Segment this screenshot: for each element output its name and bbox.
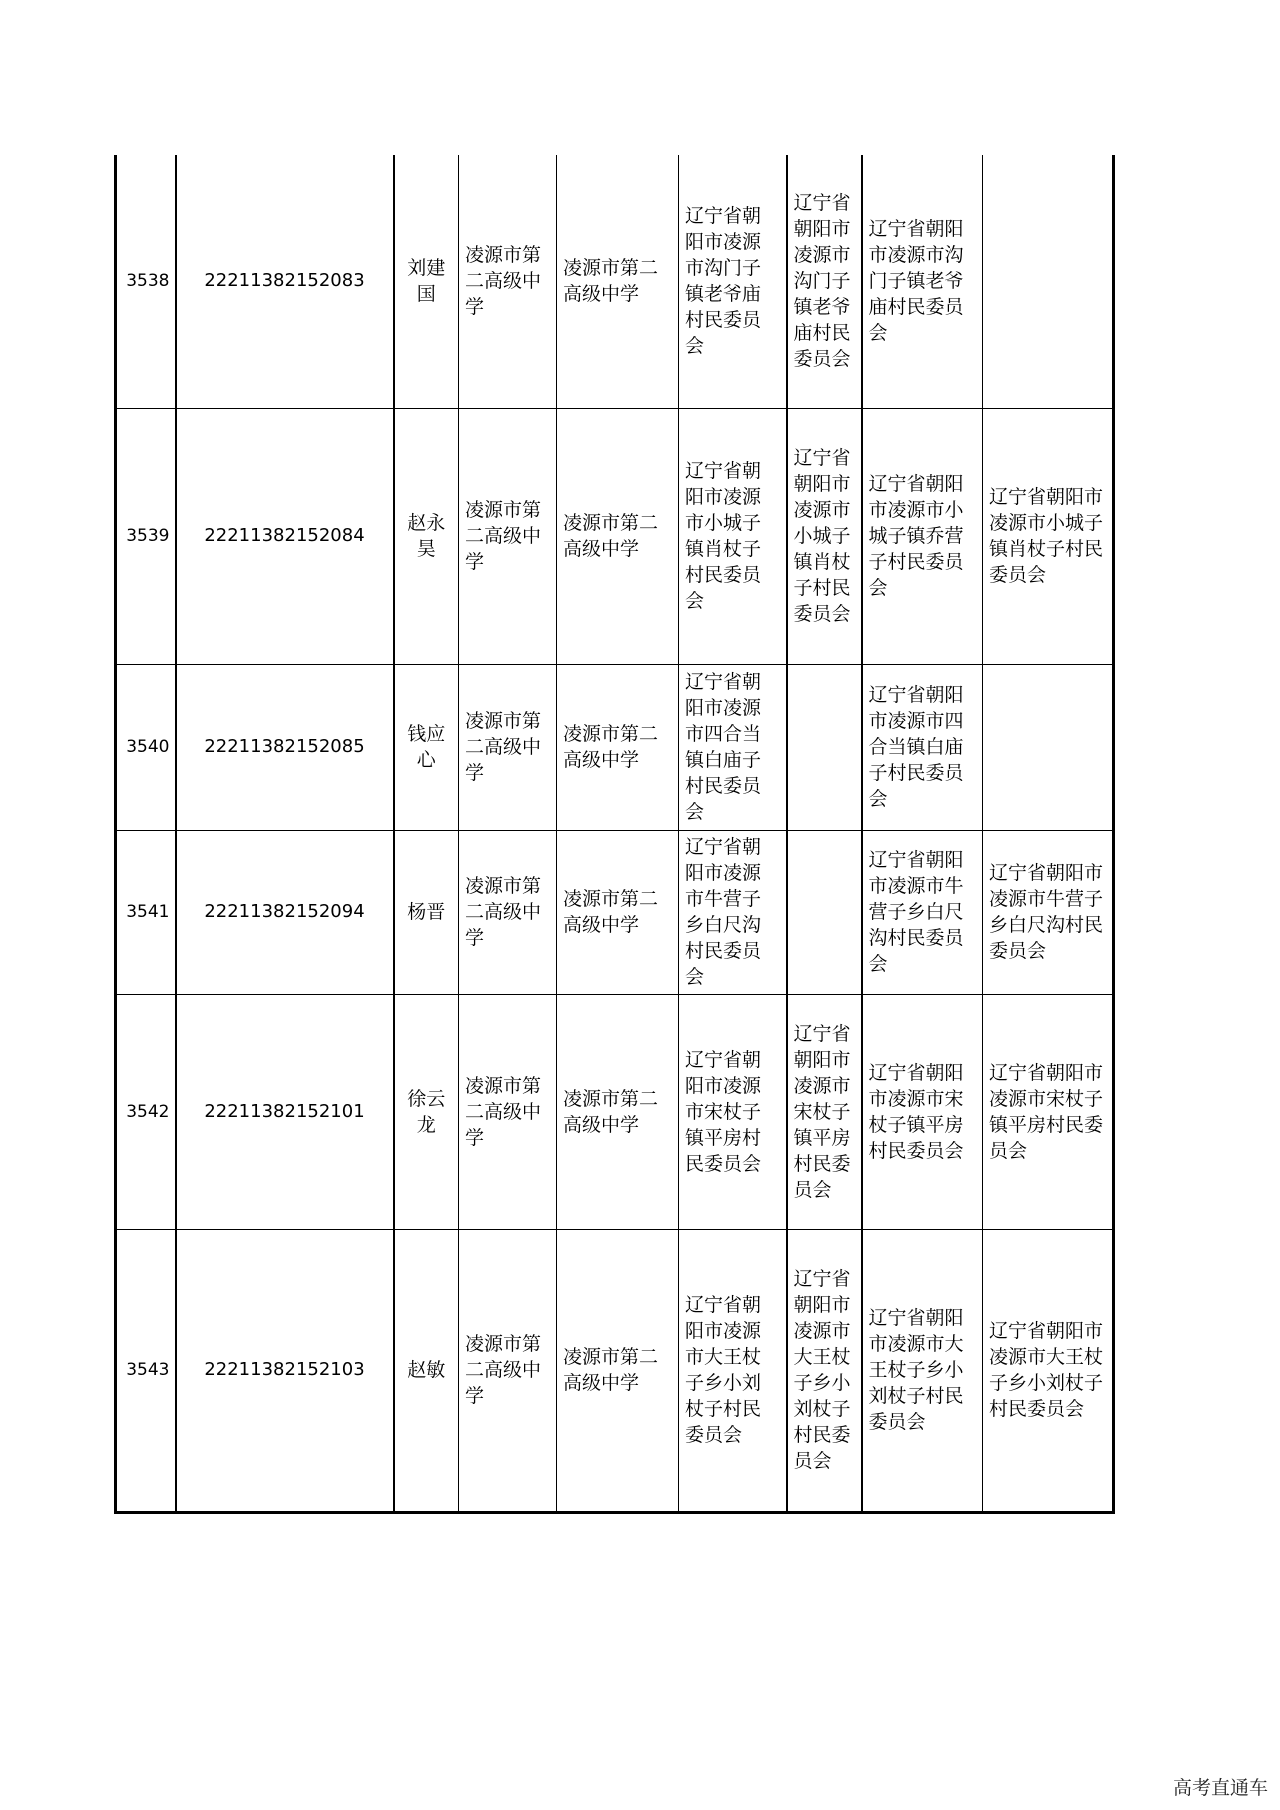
school-cell: 凌源市第二高级中学	[459, 155, 557, 408]
address1-cell: 辽宁省朝阳市凌源市沟门子镇老爷庙村民委员会	[679, 155, 787, 408]
school2-cell: 凌源市第二高级中学	[557, 664, 679, 830]
address3-cell: 辽宁省朝阳市凌源市大王杖子乡小刘杖子村民委员会	[862, 1229, 983, 1512]
address4-cell: 辽宁省朝阳市凌源市牛营子乡白尺沟村民委员会	[983, 830, 1114, 994]
name-cell: 赵永昊	[394, 408, 459, 664]
address1-cell: 辽宁省朝阳市凌源市宋杖子镇平房村民委员会	[679, 994, 787, 1229]
seq-cell: 3541	[116, 830, 176, 994]
name-cell: 钱应心	[394, 664, 459, 830]
address1-cell: 辽宁省朝阳市凌源市大王杖子乡小刘杖子村民委员会	[679, 1229, 787, 1512]
school-cell: 凌源市第二高级中学	[459, 1229, 557, 1512]
school-cell: 凌源市第二高级中学	[459, 994, 557, 1229]
school-cell: 凌源市第二高级中学	[459, 408, 557, 664]
school2-cell: 凌源市第二高级中学	[557, 994, 679, 1229]
id-cell: 22211382152103	[176, 1229, 394, 1512]
school-cell: 凌源市第二高级中学	[459, 664, 557, 830]
address4-cell	[983, 155, 1114, 408]
name-cell: 杨晋	[394, 830, 459, 994]
table-row	[116, 408, 1114, 664]
seq-cell: 3542	[116, 994, 176, 1229]
address4-cell	[983, 664, 1114, 830]
id-cell: 22211382152094	[176, 830, 394, 994]
watermark-text: 高考直通车	[1172, 1777, 1268, 1799]
id-cell: 22211382152083	[176, 155, 394, 408]
name-cell: 赵敏	[394, 1229, 459, 1512]
school2-cell: 凌源市第二高级中学	[557, 408, 679, 664]
address2-cell: 辽宁省朝阳市凌源市小城子镇肖杖子村民委员会	[787, 408, 862, 664]
id-cell: 22211382152084	[176, 408, 394, 664]
address2-cell	[787, 664, 862, 830]
seq-cell: 3543	[116, 1229, 176, 1512]
id-cell: 22211382152101	[176, 994, 394, 1229]
school2-cell: 凌源市第二高级中学	[557, 830, 679, 994]
table-row	[116, 830, 1114, 994]
name-cell: 徐云龙	[394, 994, 459, 1229]
address4-cell: 辽宁省朝阳市凌源市宋杖子镇平房村民委员会	[983, 994, 1114, 1229]
address2-cell	[787, 830, 862, 994]
address4-cell: 辽宁省朝阳市凌源市大王杖子乡小刘杖子村民委员会	[983, 1229, 1114, 1512]
address2-cell: 辽宁省朝阳市凌源市宋杖子镇平房村民委员会	[787, 994, 862, 1229]
address3-cell: 辽宁省朝阳市凌源市四合当镇白庙子村民委员会	[862, 664, 983, 830]
table-row	[116, 664, 1114, 830]
table-row	[116, 994, 1114, 1229]
address3-cell: 辽宁省朝阳市凌源市沟门子镇老爷庙村民委员会	[862, 155, 983, 408]
seq-cell: 3539	[116, 408, 176, 664]
name-cell: 刘建国	[394, 155, 459, 408]
address1-cell: 辽宁省朝阳市凌源市牛营子乡白尺沟村民委员会	[679, 830, 787, 994]
school-cell: 凌源市第二高级中学	[459, 830, 557, 994]
address2-cell: 辽宁省朝阳市凌源市大王杖子乡小刘杖子村民委员会	[787, 1229, 862, 1512]
table-row	[116, 1229, 1114, 1512]
id-cell: 22211382152085	[176, 664, 394, 830]
seq-cell: 3538	[116, 155, 176, 408]
school2-cell: 凌源市第二高级中学	[557, 1229, 679, 1512]
address3-cell: 辽宁省朝阳市凌源市牛营子乡白尺沟村民委员会	[862, 830, 983, 994]
address2-cell: 辽宁省朝阳市凌源市沟门子镇老爷庙村民委员会	[787, 155, 862, 408]
table-row	[116, 155, 1114, 408]
address1-cell: 辽宁省朝阳市凌源市小城子镇肖杖子村民委员会	[679, 408, 787, 664]
address4-cell: 辽宁省朝阳市凌源市小城子镇肖杖子村民委员会	[983, 408, 1114, 664]
address3-cell: 辽宁省朝阳市凌源市小城子镇乔营子村民委员会	[862, 408, 983, 664]
address3-cell: 辽宁省朝阳市凌源市宋杖子镇平房村民委员会	[862, 994, 983, 1229]
seq-cell: 3540	[116, 664, 176, 830]
address1-cell: 辽宁省朝阳市凌源市四合当镇白庙子村民委员会	[679, 664, 787, 830]
roster-table	[114, 155, 1115, 1514]
school2-cell: 凌源市第二高级中学	[557, 155, 679, 408]
